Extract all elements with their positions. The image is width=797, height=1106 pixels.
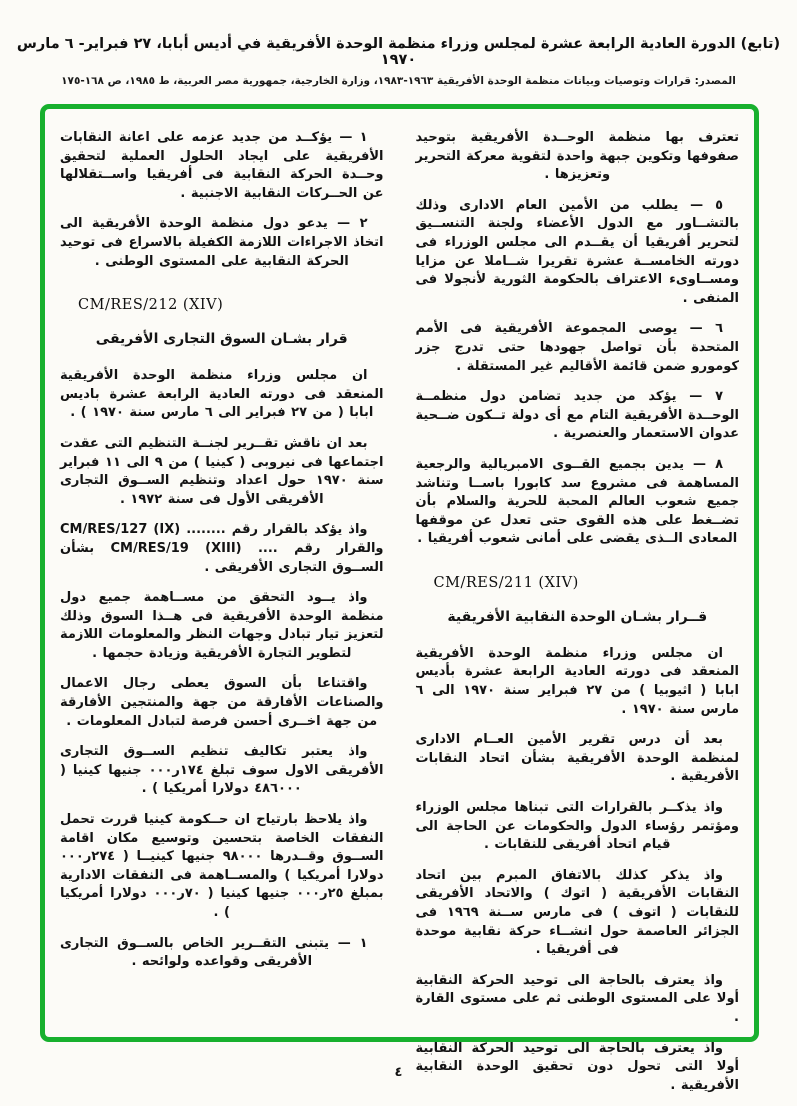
resolution-paragraph: واذ يذكــر بالقرارات التى تبناها مجلس الوزراء ومؤتمر رؤساء الدول والحكومات عن الحاجة الى قيام اتحاد أفريقى للنقابات . <box>415 800 739 853</box>
resolution-paragraph: ٢ — يدعو دول منظمة الوحدة الأفريقية الى اتخاذ الاجراءات اللازمة الكفيلة بالاسراع فى توحيد الحركة النقابية على المستوى الوطنى . <box>60 216 384 269</box>
column-left <box>60 129 384 1021</box>
resolution-paragraph: واذ يعتبر تكاليف تنظيم الســوق التجارى الأفريقى الاول سوف تبلغ ١٧٤ر٠٠٠ جنيها كينيا ( ٤٨٦٠٠٠ دولارا أمريكيا ) . <box>60 744 384 797</box>
resolution-code: CM/RES/212 (XIV) <box>78 297 224 314</box>
resolution-paragraph: ١ — يتبنى التقــرير الخاص بالســوق التجارى الأفريقى وقواعده ولوائحه . <box>60 935 368 970</box>
resolution-paragraph: واذ يلاحظ بارتياح ان حــكومة كينيا قررت تحمل النفقات الخاصة بتحسين وتوسيع مكان اقامة الســوق وقــدرها ٩٨٠٠٠ جنيها كينيــا ( ٢٧٤ر٠٠٠ دولارا أمريكيا ) والمســاهمة فى النفقات الادارية بمبلغ ٢٥ر٠٠٠ جنيها كينيا ( ٧٠ر٠٠٠ دولارا أمريكيا ) . <box>60 812 384 920</box>
document-frame <box>40 104 759 1093</box>
resolution-title: قــرار بشـان الوحدة النقابية الأفريقية <box>447 608 708 625</box>
resolution-code: CM/RES/211 (XIV) <box>433 574 579 591</box>
resolution-paragraph: تعترف بها منظمة الوحــدة الأفريقية بتوحيد صفوفها وتكوين جبهة واحدة لتقوية معركة التحرير وتعزيزها . <box>415 130 739 183</box>
resolution-paragraph: واذ يــود التحقق من مســاهمة جميع دول منظمة الوحدة الأفريقية فى هــذا السوق وذلك لتعزيز تيار تبادل وجهات النظر والمعلومات اللازمة لتطوير التجارة الأفريقية وزيادة حجمها . <box>60 590 384 661</box>
column-right <box>415 129 740 1093</box>
resolution-paragraph: واذ يؤكد بالقرار رقم ........ CM/RES/127 (IX) والقرار رقم .... CM/RES/19 (XIII) بشأن الســوق التجارى الأفريقى . <box>60 522 384 575</box>
resolution-paragraph: واذ يذكر كذلك بالاتفاق المبرم بين اتحاد النقابات الأفريقية ( اتوك ) والاتحاد الأفريقى للنقابات ( اتوف ) فى مارس ســنة ١٩٦٩ فى الجزائر العاصمة حول انشــاء حركة نقابية موحدة فى أفريقيا . <box>415 867 739 958</box>
page-header: (تابع) الدورة العادية الرابعة عشرة لمجلس وزراء منظمة الوحدة الأفريقية في أديس أبابا، ٢٧ فبراير- ٦ مارس ١٩٧٠ <box>16 36 781 68</box>
resolution-paragraph: ان مجلس وزراء منظمة الوحدة الأفريقية المنعقد فى دورته العادية الرابعة عشرة بأديس ابابا ( اثيوبيا ) من ٢٧ فبراير سنة ١٩٧٠ الى ٦ مارس سنة ١٩٧٠ . <box>415 645 740 717</box>
resolution-paragraph: ٧ — يؤكد من جديد تضامن دول منظمــة الوحــدة الأفريقية التام مع أى دولة تــكون ضــحية عدوان الاستعمار والعنصرية . <box>415 389 739 442</box>
resolution-title: قرار بشـان السوق التجارى الأفريقى <box>95 331 348 348</box>
resolution-paragraph: ٥ — يطلب من الأمين العام الادارى وذلك بالتشــاور مع الدول الأعضاء ولجنة التنســيق لتحرير أفريقيا أن يقــدم الى مجلس الوزراء فى دورته الخامســة عشرة تقريرا شــاملا عن مزايا ومســاوىء الاعتراف بالحكومة الثورية لأنجولا فى المنفى . <box>415 197 739 306</box>
resolution-paragraph: واقتناعا بأن السوق يعطى رجال الاعمال والصناعات الأفارقة من جهة والمنتجين الأفارقة من جهة اخــرى أحسن فرصة لتبادل المعلومات . <box>60 676 384 729</box>
page-number: ٤ <box>394 1065 403 1080</box>
resolution-paragraph: واذ يعترف بالحاجة الى توحيد الحركة النقابية أولا التى تحول دون تحقيق الوحدة النقابية الأفريقية . <box>415 1040 739 1093</box>
resolution-paragraph: بعد أن درس تقرير الأمين العــام الادارى لمنظمة الوحدة الأفريقية بشأن اتحاد النقابات الأفريقية . <box>415 732 739 785</box>
resolution-paragraph: ان مجلس وزراء منظمة الوحدة الأفريقية المنعقد فى دورته العادية الرابعة عشرة باديس ابابا ( من ٢٧ فبراير الى ٦ مارس سنة ١٩٧٠ ) . <box>60 368 384 421</box>
resolution-paragraph: واذ يعترف بالحاجة الى توحيد الحركة النقابية أولا على المستوى الوطنى ثم على مستوى القارة . <box>415 972 739 1025</box>
resolution-paragraph: ٨ — يدين بجميع القــوى الامبريالية والرجعية المساهمة فى مشروع سد كابورا باســا وتناشد جميع شعوب العالم المحبة للحرية والسلام بأن تضــغط على هذه القوى حتى تعدل عن موقفها المعادى الــذى يقضى على أمانى شعوب أفريقيا . <box>415 456 739 547</box>
resolution-paragraph: ١ — يؤكــد من جديد عزمه على اعانة النقابات الأفريقية على ايجاد الحلول العملية لتحقيق وحــدة الحركة النقابية فى أفريقيا واســتقلالها عن الحــركات النقابية الاجنبية . <box>60 130 384 201</box>
source-line: المصدر: قرارات وتوصيات وبيانات منظمة الوحدة الأفريقية ١٩٦٣-١٩٨٣، وزارة الخارجية، جمهورية مصر العربية، ط ١٩٨٥، ص ١٦٨-١٧٥ <box>61 75 736 87</box>
resolution-paragraph: ٦ — يوصى المجموعة الأفريقية فى الأمم المتحدة بأن تواصل جهودها حتى تدرج جزر كومورو ضمن قائمة الأقاليم غير المستقلة . <box>415 321 739 374</box>
resolution-paragraph: بعد ان ناقش تقــرير لجنــة التنظيم التى عقدت اجتماعها فى نيروبى ( كينيا ) من ٩ الى ١١ فبراير سنة ١٩٧٠ حول اعداد وتنظيم الســوق التجارى الأفريقى الأول فى سنة ١٩٧٢ . <box>60 435 384 507</box>
